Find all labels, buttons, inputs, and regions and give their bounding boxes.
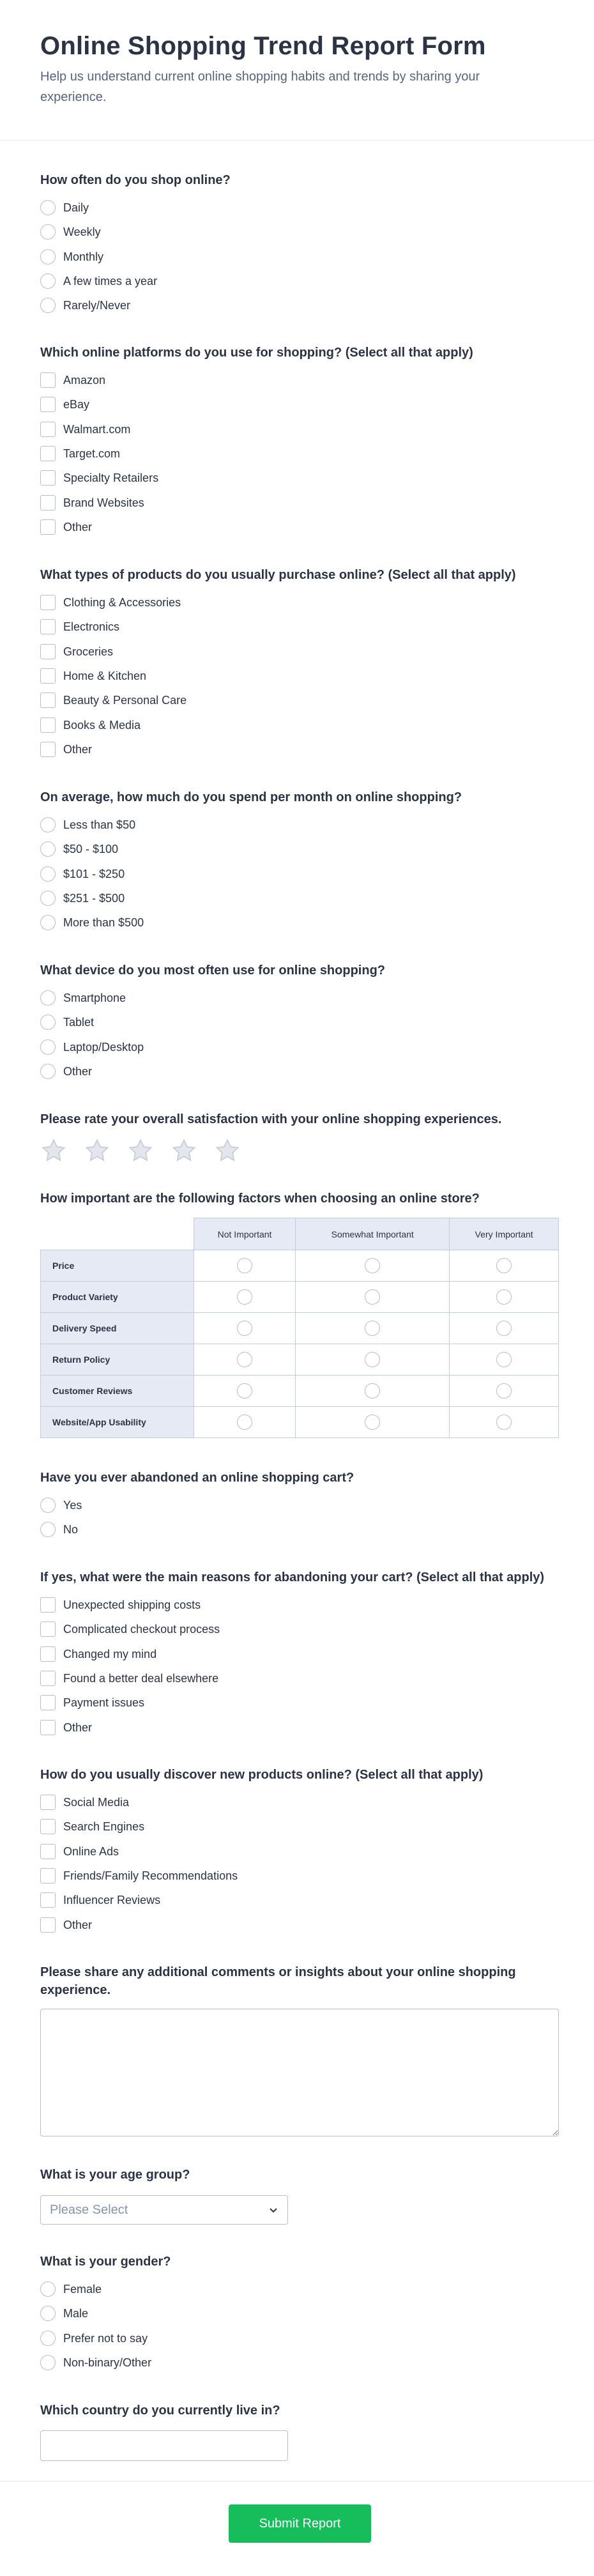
matrix-row-label: Customer Reviews [41, 1376, 194, 1407]
radio-button[interactable] [40, 2355, 56, 2370]
checkbox[interactable] [40, 595, 56, 610]
option-platform-brand[interactable]: Brand Websites [40, 494, 144, 511]
option-frequency-monthly[interactable]: Monthly [40, 249, 103, 265]
option-product-books[interactable]: Books & Media [40, 717, 141, 733]
matrix-radio[interactable] [237, 1383, 252, 1399]
checkbox[interactable] [40, 372, 56, 388]
option-device-other[interactable]: Other [40, 1063, 92, 1080]
option-platform-other[interactable]: Other [40, 519, 92, 535]
option-abandoned-no[interactable]: No [40, 1521, 78, 1538]
country-input[interactable] [40, 2430, 288, 2461]
option-product-beauty[interactable]: Beauty & Personal Care [40, 692, 187, 709]
radio-button[interactable] [40, 841, 56, 857]
checkbox[interactable] [40, 693, 56, 708]
option-platform-walmart[interactable]: Walmart.com [40, 421, 130, 438]
option-frequency-rarely[interactable]: Rarely/Never [40, 297, 130, 314]
question-age-label: What is your age group? [40, 2168, 190, 2182]
checkbox[interactable] [40, 644, 56, 659]
option-spend-under-50[interactable]: Less than $50 [40, 816, 135, 833]
radio-button[interactable] [40, 891, 56, 906]
checkbox[interactable] [40, 1917, 56, 1933]
radio-button[interactable] [40, 224, 56, 240]
option-reason-other[interactable]: Other [40, 1719, 92, 1736]
matrix-radio[interactable] [496, 1258, 512, 1273]
question-products-label: What types of products do you usually purchase online? (Select all that apply) [40, 568, 516, 582]
form-title: Online Shopping Trend Report Form [40, 32, 486, 60]
matrix-row-return [41, 1344, 559, 1376]
matrix-row-delivery [41, 1313, 559, 1344]
matrix-radio[interactable] [496, 1289, 512, 1305]
matrix-radio[interactable] [237, 1289, 252, 1305]
matrix-header-row [41, 1218, 559, 1250]
matrix-col-somewhat-important: Somewhat Important [296, 1218, 450, 1250]
option-platform-target[interactable]: Target.com [40, 445, 120, 462]
checkbox[interactable] [40, 717, 56, 733]
radio-button[interactable] [40, 1522, 56, 1537]
matrix-corner [41, 1218, 194, 1250]
checkbox[interactable] [40, 668, 56, 684]
radio-button[interactable] [40, 2306, 56, 2321]
checkbox[interactable] [40, 1671, 56, 1686]
radio-button[interactable] [40, 866, 56, 882]
option-discover-social[interactable]: Social Media [40, 1794, 129, 1811]
checkbox[interactable] [40, 619, 56, 634]
checkbox[interactable] [40, 1892, 56, 1908]
checkbox[interactable] [40, 1597, 56, 1613]
chevron-down-icon [268, 2205, 278, 2215]
matrix-radio[interactable] [237, 1414, 252, 1430]
radio-button[interactable] [40, 1015, 56, 1030]
option-spend-over-500[interactable]: More than $500 [40, 914, 144, 931]
question-factors-label: How important are the following factors when choosing an online store? [40, 1192, 480, 1206]
matrix-radio[interactable] [496, 1383, 512, 1399]
option-reason-payment[interactable]: Payment issues [40, 1694, 144, 1711]
matrix-row-label: Delivery Speed [41, 1313, 194, 1344]
matrix-row-reviews [41, 1376, 559, 1407]
option-platform-ebay[interactable]: eBay [40, 396, 89, 413]
matrix-row-price [41, 1250, 559, 1282]
matrix-col-not-important: Not Important [194, 1218, 296, 1250]
checkbox[interactable] [40, 1844, 56, 1859]
checkbox[interactable] [40, 446, 56, 461]
option-device-laptop[interactable]: Laptop/Desktop [40, 1039, 144, 1055]
option-spend-101-250[interactable]: $101 - $250 [40, 866, 125, 882]
submit-report-button[interactable]: Submit Report [229, 2504, 371, 2543]
matrix-row-label: Price [41, 1250, 194, 1282]
age-group-placeholder: Please Select [50, 2202, 128, 2217]
option-reason-changed-mind[interactable]: Changed my mind [40, 1646, 156, 1662]
option-product-electronics[interactable]: Electronics [40, 618, 119, 635]
checkbox[interactable] [40, 742, 56, 757]
option-frequency-daily[interactable]: Daily [40, 199, 89, 216]
matrix-radio[interactable] [365, 1258, 380, 1273]
checkbox[interactable] [40, 1695, 56, 1710]
question-discover-label: How do you usually discover new products online? (Select all that apply) [40, 1768, 484, 1782]
option-device-tablet[interactable]: Tablet [40, 1014, 94, 1031]
radio-button[interactable] [40, 298, 56, 313]
option-device-smartphone[interactable]: Smartphone [40, 990, 126, 1006]
option-gender-male[interactable]: Male [40, 2305, 88, 2322]
matrix-col-very-important: Very Important [450, 1218, 559, 1250]
comments-textarea[interactable] [40, 2009, 559, 2136]
radio-button[interactable] [40, 273, 56, 289]
matrix-radio[interactable] [365, 1352, 380, 1367]
option-reason-shipping[interactable]: Unexpected shipping costs [40, 1597, 201, 1613]
matrix-row-label: Website/App Usability [41, 1407, 194, 1438]
radio-button[interactable] [40, 817, 56, 832]
radio-button[interactable] [40, 249, 56, 264]
option-discover-search[interactable]: Search Engines [40, 1818, 144, 1835]
matrix-radio[interactable] [237, 1321, 252, 1336]
option-abandoned-yes[interactable]: Yes [40, 1497, 82, 1514]
question-country-label: Which country do you currently live in? [40, 2404, 280, 2418]
star-icon-1[interactable] [40, 1137, 67, 1164]
option-gender-prefer-not[interactable]: Prefer not to say [40, 2330, 148, 2347]
checkbox[interactable] [40, 1646, 56, 1662]
question-gender-label: What is your gender? [40, 2255, 171, 2269]
checkbox[interactable] [40, 422, 56, 437]
checkbox[interactable] [40, 1819, 56, 1834]
option-frequency-weekly[interactable]: Weekly [40, 224, 101, 240]
option-product-groceries[interactable]: Groceries [40, 643, 113, 660]
radio-button[interactable] [40, 990, 56, 1006]
matrix-radio[interactable] [496, 1321, 512, 1336]
checkbox[interactable] [40, 1621, 56, 1637]
form-subtitle: Help us understand current online shopping habits and trends by sharing your experience. [40, 70, 480, 104]
option-reason-checkout[interactable]: Complicated checkout process [40, 1621, 220, 1637]
importance-matrix [40, 1218, 559, 1438]
option-spend-50-100[interactable]: $50 - $100 [40, 841, 118, 857]
star-icon-5[interactable] [214, 1137, 241, 1164]
checkbox[interactable] [40, 495, 56, 510]
matrix-row-label: Return Policy [41, 1344, 194, 1376]
option-discover-friends[interactable]: Friends/Family Recommendations [40, 1867, 238, 1884]
star-icon-3[interactable] [127, 1137, 154, 1164]
option-platform-amazon[interactable]: Amazon [40, 372, 105, 388]
option-discover-ads[interactable]: Online Ads [40, 1843, 119, 1860]
option-product-other[interactable]: Other [40, 741, 92, 758]
matrix-row-variety [41, 1282, 559, 1313]
radio-button[interactable] [40, 915, 56, 930]
question-rating-label: Please rate your overall satisfaction with your online shopping experiences. [40, 1112, 502, 1126]
radio-button[interactable] [40, 2281, 56, 2297]
radio-button[interactable] [40, 1064, 56, 1079]
checkbox[interactable] [40, 470, 56, 486]
checkbox[interactable] [40, 519, 56, 535]
question-spend-label: On average, how much do you spend per month on online shopping? [40, 790, 462, 804]
option-discover-influencer[interactable]: Influencer Reviews [40, 1892, 160, 1908]
option-product-home[interactable]: Home & Kitchen [40, 668, 146, 684]
matrix-radio[interactable] [496, 1352, 512, 1367]
matrix-radio[interactable] [496, 1414, 512, 1430]
option-frequency-few-times[interactable]: A few times a year [40, 273, 157, 289]
matrix-radio[interactable] [237, 1258, 252, 1273]
option-spend-251-500[interactable]: $251 - $500 [40, 890, 125, 907]
radio-button[interactable] [40, 1039, 56, 1055]
question-platforms-label: Which online platforms do you use for shopping? (Select all that apply) [40, 346, 473, 360]
age-group-select[interactable] [40, 2195, 288, 2225]
checkbox[interactable] [40, 1795, 56, 1810]
star-icon-2[interactable] [84, 1137, 110, 1164]
star-rating [40, 1137, 257, 1164]
checkbox[interactable] [40, 1868, 56, 1883]
matrix-radio[interactable] [237, 1352, 252, 1367]
question-reasons-label: If yes, what were the main reasons for abandoning your cart? (Select all that apply) [40, 1570, 545, 1584]
option-gender-nonbinary[interactable]: Non-binary/Other [40, 2354, 151, 2371]
question-comments-label: Please share any additional comments or insights about your online shopping experience. [40, 1965, 516, 1997]
radio-button[interactable] [40, 200, 56, 215]
form-header [0, 0, 594, 141]
matrix-radio[interactable] [365, 1289, 380, 1305]
question-abandoned-label: Have you ever abandoned an online shopping cart? [40, 1471, 354, 1485]
radio-button[interactable] [40, 2331, 56, 2346]
checkbox[interactable] [40, 397, 56, 412]
option-reason-better-deal[interactable]: Found a better deal elsewhere [40, 1670, 218, 1687]
matrix-radio[interactable] [365, 1414, 380, 1430]
question-device-label: What device do you most often use for online shopping? [40, 963, 386, 977]
option-product-clothing[interactable]: Clothing & Accessories [40, 594, 181, 611]
question-frequency-label: How often do you shop online? [40, 173, 231, 187]
checkbox[interactable] [40, 1720, 56, 1735]
matrix-radio[interactable] [365, 1321, 380, 1336]
matrix-row-usability [41, 1407, 559, 1438]
star-icon-4[interactable] [171, 1137, 197, 1164]
option-platform-specialty[interactable]: Specialty Retailers [40, 470, 158, 486]
radio-button[interactable] [40, 1498, 56, 1513]
option-gender-female[interactable]: Female [40, 2281, 102, 2297]
matrix-radio[interactable] [365, 1383, 380, 1399]
option-discover-other[interactable]: Other [40, 1917, 92, 1933]
matrix-row-label: Product Variety [41, 1282, 194, 1313]
